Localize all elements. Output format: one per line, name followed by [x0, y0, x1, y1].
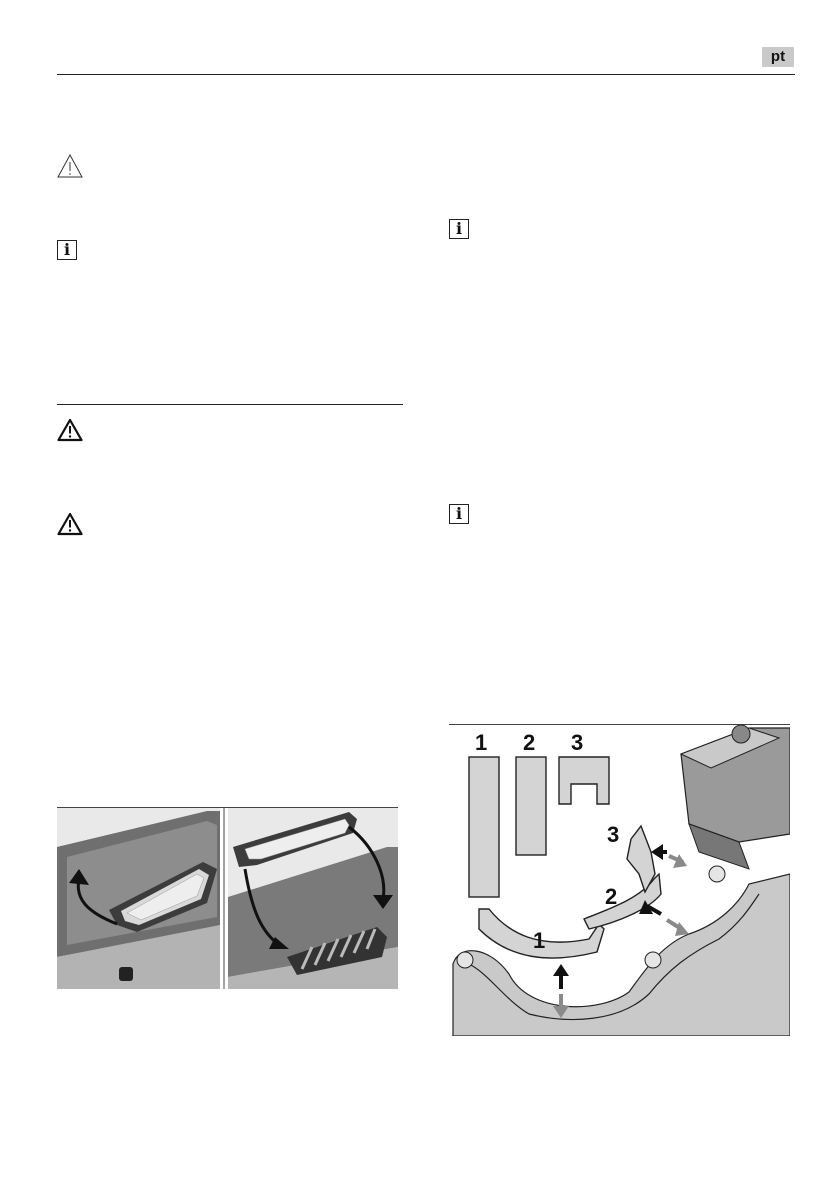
- warning-outline-icon: [57, 153, 83, 179]
- info-icon: i: [449, 219, 469, 239]
- filter-illustration: [57, 807, 398, 989]
- part-label: 3: [607, 822, 620, 847]
- section-rule: [57, 404, 403, 405]
- info-icon: i: [57, 240, 77, 260]
- parts-illustration: [449, 724, 790, 1036]
- part-label: 2: [523, 730, 536, 755]
- part-label: 3: [571, 730, 584, 755]
- filter-figure: [57, 807, 398, 989]
- parts-figure: [449, 724, 790, 1036]
- part-label: 1: [475, 730, 488, 755]
- part-label: 2: [605, 884, 618, 909]
- header-rule: [57, 74, 795, 75]
- warning-triangle-icon: [57, 418, 83, 442]
- info-icon: i: [449, 504, 469, 524]
- part-label: 1: [533, 928, 546, 953]
- language-badge: pt: [762, 47, 794, 67]
- warning-triangle-icon: [57, 512, 83, 536]
